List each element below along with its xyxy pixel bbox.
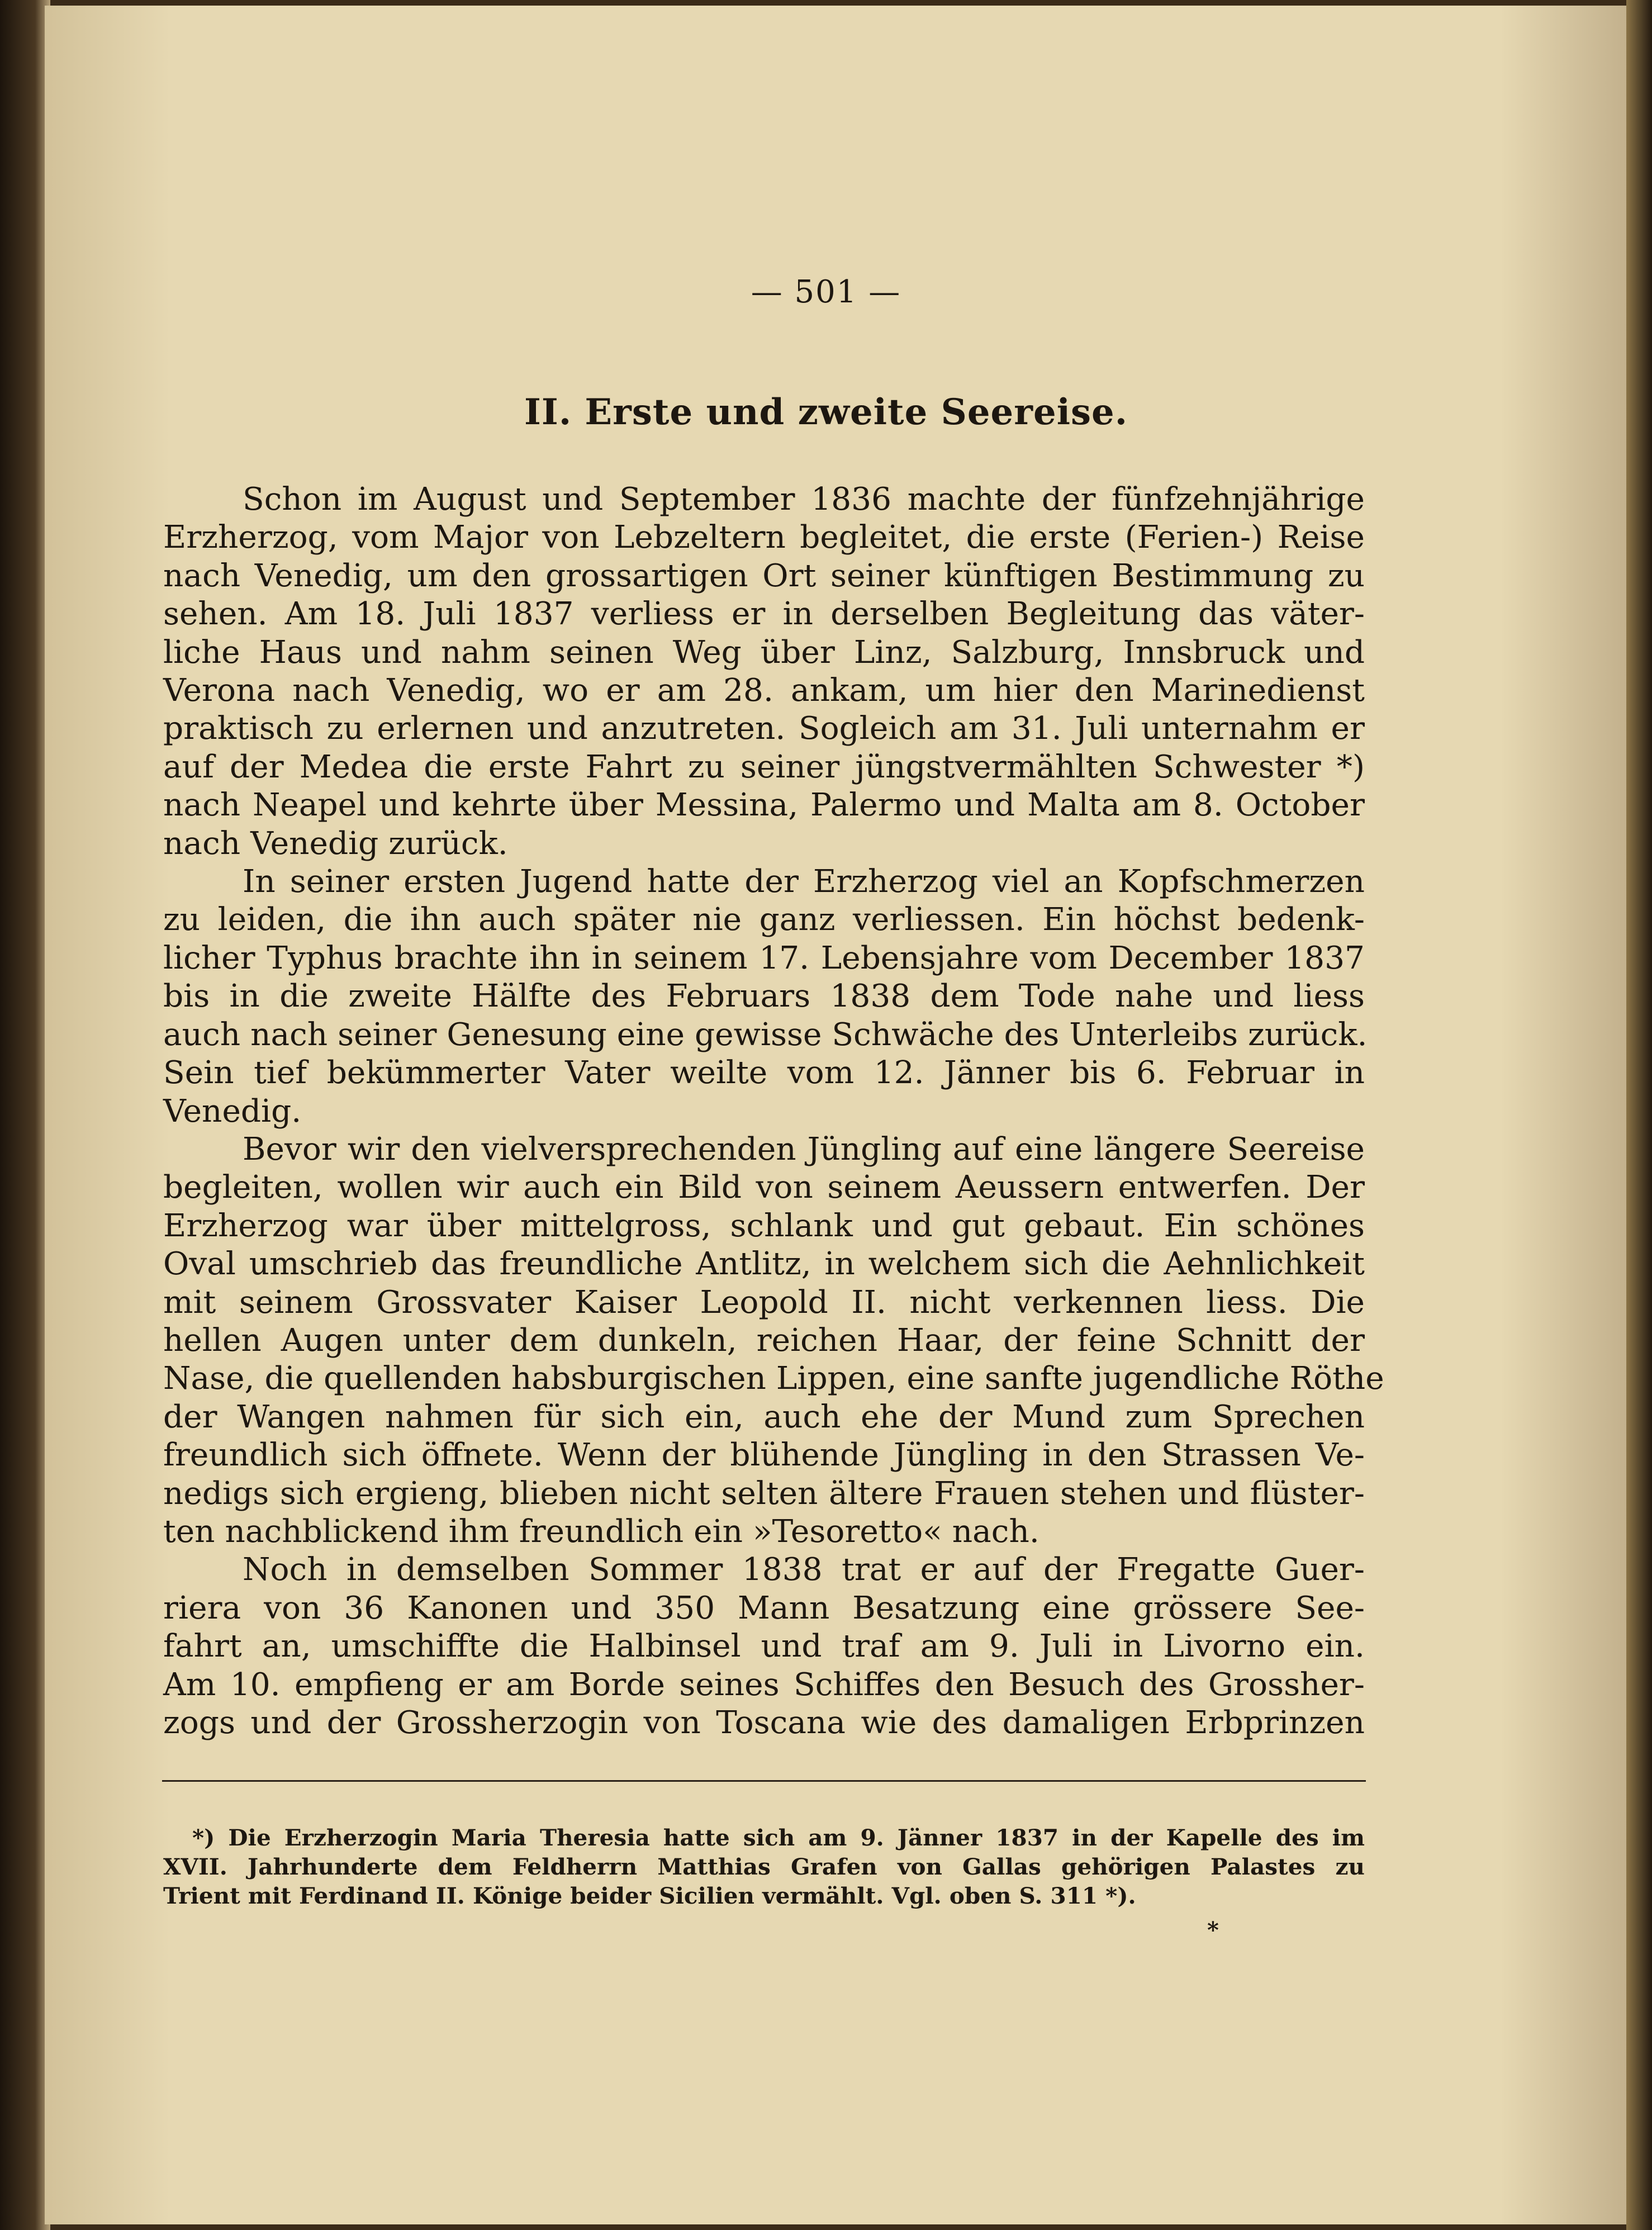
section-heading: II. Erste und zweite Seereise. xyxy=(524,391,1128,433)
text-line: der Wangen nahmen für sich ein, auch ehe der Mund zum Sprechen xyxy=(163,1398,1365,1435)
text-line: sehen. Am 18. Juli 1837 verliess er in derselben Begleitung das väter- xyxy=(163,596,1365,633)
text-line: Erzherzog, vom Major von Lebzeltern begleitet, die erste (Ferien-) Reise xyxy=(163,519,1365,556)
text-line: Am 10. empfieng er am Borde seines Schiffes den Besuch des Grossher- xyxy=(163,1666,1365,1703)
text-line: nach Venedig, um den grossartigen Ort seiner künftigen Bestimmung zu xyxy=(163,557,1365,594)
text-line: nach Neapel und kehrte über Messina, Palermo und Malta am 8. October xyxy=(163,787,1365,824)
text-line: licher Typhus brachte ihn in seinem 17. Lebensjahre vom December 1837 xyxy=(163,940,1365,976)
text-line: liche Haus und nahm seinen Weg über Linz, Salzburg, Innsbruck und xyxy=(163,634,1365,671)
text-line: riera von 36 Kanonen und 350 Mann Besatzung eine grössere See- xyxy=(163,1590,1365,1626)
text-line: auf der Medea die erste Fahrt zu seiner jüngstvermählten Schwester *) xyxy=(163,748,1365,785)
text-line: freundlich sich öffnete. Wenn der blühende Jüngling in den Strassen Ve- xyxy=(163,1437,1365,1474)
text-line: hellen Augen unter dem dunkeln, reichen Haar, der feine Schnitt der xyxy=(163,1322,1365,1359)
text-line: zogs und der Grossherzogin von Toscana wie des damaligen Erbprinzen xyxy=(163,1705,1365,1741)
text-line: ten nachblickend ihm freundlich ein »Tesoretto« nach. xyxy=(163,1513,1039,1550)
text-line: Nase, die quellenden habsburgischen Lippen, eine sanfte jugendliche Röthe xyxy=(163,1360,1384,1397)
text-line: In seiner ersten Jugend hatte der Erzherzog viel an Kopfschmerzen xyxy=(243,863,1365,900)
footnote-line: XVII. Jahrhunderte dem Feldherrn Matthias Grafen von Gallas gehörigen Palastes zu xyxy=(163,1853,1365,1880)
text-line: mit seinem Grossvater Kaiser Leopold II. nicht verkennen liess. Die xyxy=(163,1284,1365,1321)
text-line: Sein tief bekümmerter Vater weilte vom 12. Jänner bis 6. Februar in xyxy=(163,1055,1365,1092)
text-line: praktisch zu erlernen und anzutreten. Sogleich am 31. Juli unternahm er xyxy=(163,710,1365,747)
text-line: Verona nach Venedig, wo er am 28. ankam, um hier den Marinedienst xyxy=(163,672,1365,709)
text-line: Bevor wir den vielversprechenden Jüngling auf eine längere Seereise xyxy=(243,1131,1365,1168)
page-edge xyxy=(1626,0,1652,2230)
text-line: Noch in demselben Sommer 1838 trat er auf der Fregatte Guer- xyxy=(243,1551,1365,1588)
text-line: Oval umschrieb das freundliche Antlitz, in welchem sich die Aehnlichkeit xyxy=(163,1246,1365,1283)
footnote xyxy=(163,1823,1365,1910)
page-number: — 501 — xyxy=(751,274,901,310)
book-gutter xyxy=(0,0,50,2230)
text-line: auch nach seiner Genesung eine gewisse Schwäche des Unterleibs zurück. xyxy=(163,1016,1368,1053)
text-line: begleiten, wollen wir auch ein Bild von seinem Aeussern entwerfen. Der xyxy=(163,1169,1365,1206)
text-line: bis in die zweite Hälfte des Februars 1838 dem Tode nahe und liess xyxy=(163,978,1365,1015)
text-line: Venedig. xyxy=(163,1093,302,1130)
signature-mark: * xyxy=(1207,1917,1219,1943)
footnote-line: *) Die Erzherzogin Maria Theresia hatte sich am 9. Jänner 1837 in der Kapelle des im xyxy=(192,1824,1365,1851)
text-line: zu leiden, die ihn auch später nie ganz verliessen. Ein höchst bedenk- xyxy=(163,902,1365,938)
footnote-line: Trient mit Ferdinand II. Könige beider Sicilien vermählt. Vgl. oben S. 311 *). xyxy=(163,1882,1136,1909)
text-line: Schon im August und September 1836 machte der fünfzehnjährige xyxy=(243,481,1365,518)
body-text xyxy=(163,481,1384,1742)
text-line: Erzherzog war über mittelgross, schlank und gut gebaut. Ein schönes xyxy=(163,1207,1365,1244)
text-line: nach Venedig zurück. xyxy=(163,825,508,862)
text-line: nedigs sich ergieng, blieben nicht selten ältere Frauen stehen und flüster- xyxy=(163,1475,1365,1512)
footnote-divider xyxy=(162,1780,1366,1782)
text-line: fahrt an, umschiffte die Halbinsel und traf am 9. Juli in Livorno ein. xyxy=(163,1628,1365,1665)
